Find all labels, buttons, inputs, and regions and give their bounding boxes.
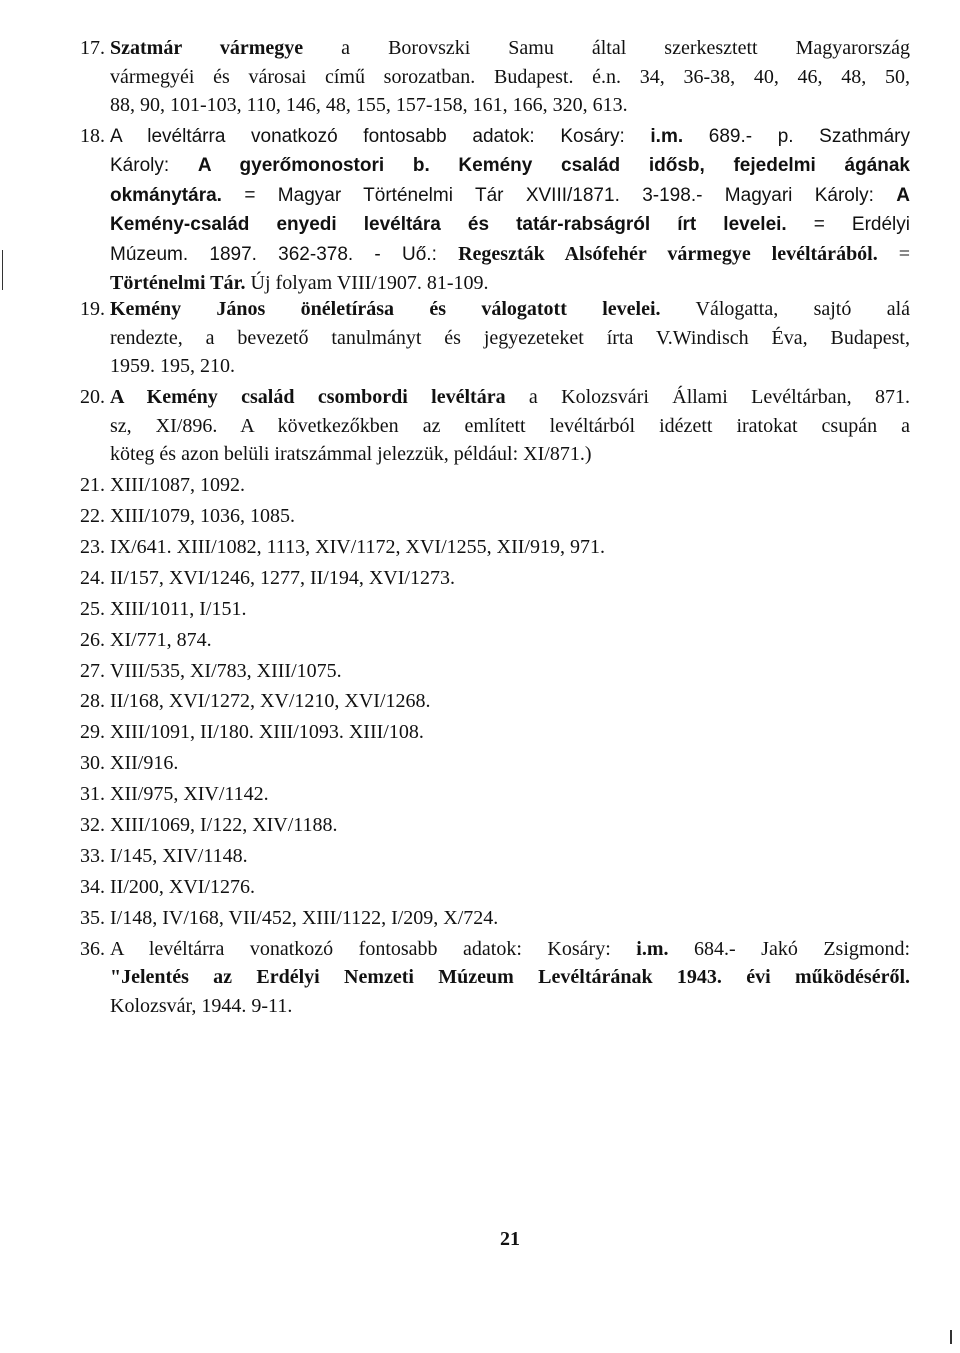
- footnote-title: i.m.: [636, 937, 669, 960]
- footnote: [80, 533, 910, 562]
- footnote-text: = Magyar Történelmi Tár XVIII/1871. 3-198.- Magyari Károly:: [221, 184, 897, 206]
- footnote: [80, 718, 910, 747]
- footnote-number: 32.: [80, 814, 105, 836]
- footnote-number: 30.: [80, 752, 105, 775]
- footnote: [80, 34, 910, 120]
- footnote-title: Kemény-család enyedi levéltára és tatár-rabságról írt levelei.: [110, 214, 787, 236]
- footnote-number: 18.: [80, 124, 105, 147]
- footnote-text: Károly:: [110, 155, 198, 177]
- footnote: [80, 904, 910, 933]
- footnote-line: [110, 181, 910, 211]
- margin-tick: [2, 250, 3, 290]
- footnote-number: 25.: [80, 597, 105, 620]
- footnote-line: [110, 440, 910, 469]
- footnote-line: [80, 749, 910, 778]
- footnote-text: 88, 90, 101-103, 110, 146, 48, 155, 157-158, 161, 166, 320, 613.: [110, 94, 628, 116]
- footnote: [80, 383, 910, 469]
- footnote-text: köteg és azon belüli iratszámmal jelezzük, például: XI/871.): [110, 443, 592, 466]
- footnote-text: =: [877, 242, 910, 265]
- footnote-number: 35.: [80, 906, 105, 929]
- footnote-text: 1959. 195, 210.: [110, 355, 235, 378]
- footnote-text: II/168, XVI/1272, XV/1210, XVI/1268.: [110, 690, 431, 713]
- footnote-title: A Kemény család csombordi levéltára: [110, 386, 506, 409]
- footnote-line: [80, 780, 910, 809]
- footnote-line: [80, 842, 910, 871]
- footnote-number: 22.: [80, 505, 105, 527]
- footnote-text: Múzeum. 1897. 362-378. - Uő.:: [110, 243, 459, 265]
- footnote: [80, 811, 910, 840]
- footnote-line: [110, 269, 910, 298]
- footnote: [80, 295, 911, 381]
- footnote-text: XIII/1079, 1036, 1085.: [110, 505, 295, 527]
- footnote-number: 19.: [80, 298, 105, 321]
- footnote-number: 26.: [80, 628, 105, 651]
- footnote-text: VIII/535, XI/783, XIII/1075.: [110, 659, 342, 682]
- footnote: [80, 626, 910, 655]
- footnote-number: 29.: [80, 721, 105, 744]
- footnote-text: I/145, XIV/1148.: [110, 844, 248, 867]
- footnote-text: Kolozsvár, 1944. 9-11.: [110, 994, 293, 1017]
- footnote: [80, 935, 910, 1021]
- footnote-line: [80, 626, 910, 655]
- footnote-line: [110, 963, 910, 992]
- page-number: 21: [500, 1228, 520, 1250]
- footnote-text: XI/771, 874.: [110, 628, 212, 651]
- footnote-line: [110, 63, 910, 92]
- footnote-text: XIII/1087, 1092.: [110, 474, 245, 497]
- footnote-number: 21.: [80, 474, 105, 497]
- footnote-line: [110, 151, 910, 181]
- footnote-title: A gyerőmonostori b. Kemény család idősb, fejedelmi ágának: [197, 155, 910, 177]
- footnote-title: Szatmár vármegye: [110, 37, 304, 59]
- footnote-line: [110, 412, 910, 441]
- footnote-title: Regeszták Alsófehér vármegye levéltárából.: [458, 242, 878, 265]
- footnote-line: [80, 533, 910, 562]
- footnote-text: A levéltárra vonatkozó fontosabb adatok: Kosáry:: [110, 125, 651, 147]
- footnote-line: [80, 687, 910, 716]
- footnote: [80, 657, 910, 686]
- footnote-line: [80, 718, 910, 747]
- footnote: [80, 873, 910, 902]
- footnote-text: 689.- p. Szathmáry: [683, 125, 910, 147]
- footnote: [80, 122, 910, 298]
- footnote-number: 34.: [80, 875, 105, 898]
- footnote-line: [110, 352, 910, 381]
- footnote-number: 36.: [80, 937, 105, 960]
- footnote-number: 23.: [80, 535, 105, 558]
- footnote-title: "Jelentés az Erdélyi Nemzeti Múzeum Levéltárának 1943. évi működéséről.: [110, 966, 910, 989]
- footnote-line: [80, 935, 910, 964]
- footnote-text: Válogatta, sajtó alá: [660, 298, 911, 321]
- footnote-text: II/200, XVI/1276.: [110, 875, 255, 898]
- footnote-line: [80, 502, 910, 531]
- footnote-text: I/148, IV/168, VII/452, XIII/1122, I/209, X/724.: [110, 906, 499, 929]
- footnote-title: A: [896, 184, 910, 206]
- footnote-text: vármegyéi és városai című sorozatban. Budapest. é.n. 34, 36-38, 40, 46, 48, 50,: [110, 65, 910, 88]
- footnote: [80, 502, 910, 531]
- footnote-line: [110, 240, 910, 270]
- footnote-text: XII/975, XIV/1142.: [110, 783, 269, 806]
- footnote: [80, 471, 910, 500]
- footnote-number: 31.: [80, 783, 105, 806]
- footnote-line: [80, 295, 911, 324]
- footnote-line: [80, 34, 910, 63]
- footnote-line: [80, 122, 910, 152]
- footnote-text: sz, XI/896. A következőkben az említett levéltárból idézett iratokat csupán a: [110, 414, 910, 437]
- footnote-text: rendezte, a bevezető tanulmányt és jegyezeteket írta V.Windisch Éva, Budapest,: [110, 326, 910, 349]
- footnote-text: XIII/1011, I/151.: [110, 597, 247, 620]
- footnote-line: [80, 471, 910, 500]
- footnote-number: 20.: [80, 386, 105, 409]
- footnote-title: Kemény János önéletírása és válogatott levelei.: [110, 298, 661, 321]
- footnote-title: i.m.: [650, 125, 684, 147]
- footnote-number: 28.: [80, 690, 105, 713]
- footnote-number: 24.: [80, 566, 105, 589]
- footnote-number: 27.: [80, 659, 105, 682]
- footnote-text: XIII/1091, II/180. XIII/1093. XIII/108.: [110, 721, 424, 744]
- footnote-text: A levéltárra vonatkozó fontosabb adatok: Kosáry:: [110, 937, 637, 960]
- footnote-line: [110, 91, 910, 120]
- footnote: [80, 842, 910, 871]
- footnote-line: [110, 992, 910, 1021]
- footnote-text: a Borovszki Samu által szerkesztett Magyarország: [303, 37, 910, 59]
- footnote-line: [80, 811, 910, 840]
- footnote-text: II/157, XVI/1246, 1277, II/194, XVI/1273.: [110, 566, 455, 589]
- footnote: [80, 780, 910, 809]
- footnote: [80, 595, 910, 624]
- footnote-text: IX/641. XIII/1082, 1113, XIV/1172, XVI/1255, XII/919, 971.: [110, 535, 605, 558]
- footnote-text: a Kolozsvári Állami Levéltárban, 871.: [505, 386, 910, 409]
- footnote-line: [110, 324, 910, 353]
- footnote-line: [110, 210, 910, 240]
- footnote-text: XII/916.: [110, 752, 179, 775]
- footnote-title: Történelmi Tár.: [110, 272, 246, 295]
- footnote-line: [80, 904, 910, 933]
- footnote-line: [80, 595, 910, 624]
- footnote: [80, 564, 910, 593]
- footnote: [80, 749, 910, 778]
- footnote-number: 33.: [80, 844, 105, 867]
- footnote-line: [80, 657, 910, 686]
- margin-tick: [950, 1330, 952, 1344]
- footnote-number: 17.: [80, 37, 105, 59]
- footnote-title: okmánytára.: [110, 184, 222, 206]
- footnote-text: XIII/1069, I/122, XIV/1188.: [110, 814, 338, 836]
- footnote-line: [80, 873, 910, 902]
- footnote-line: [80, 564, 910, 593]
- footnote-text: 684.- Jakó Zsigmond:: [668, 937, 910, 960]
- footnote-text: Új folyam VIII/1907. 81-109.: [245, 272, 489, 295]
- footnote-text: = Erdélyi: [786, 214, 910, 236]
- footnote-line: [80, 383, 910, 412]
- footnote: [80, 687, 910, 716]
